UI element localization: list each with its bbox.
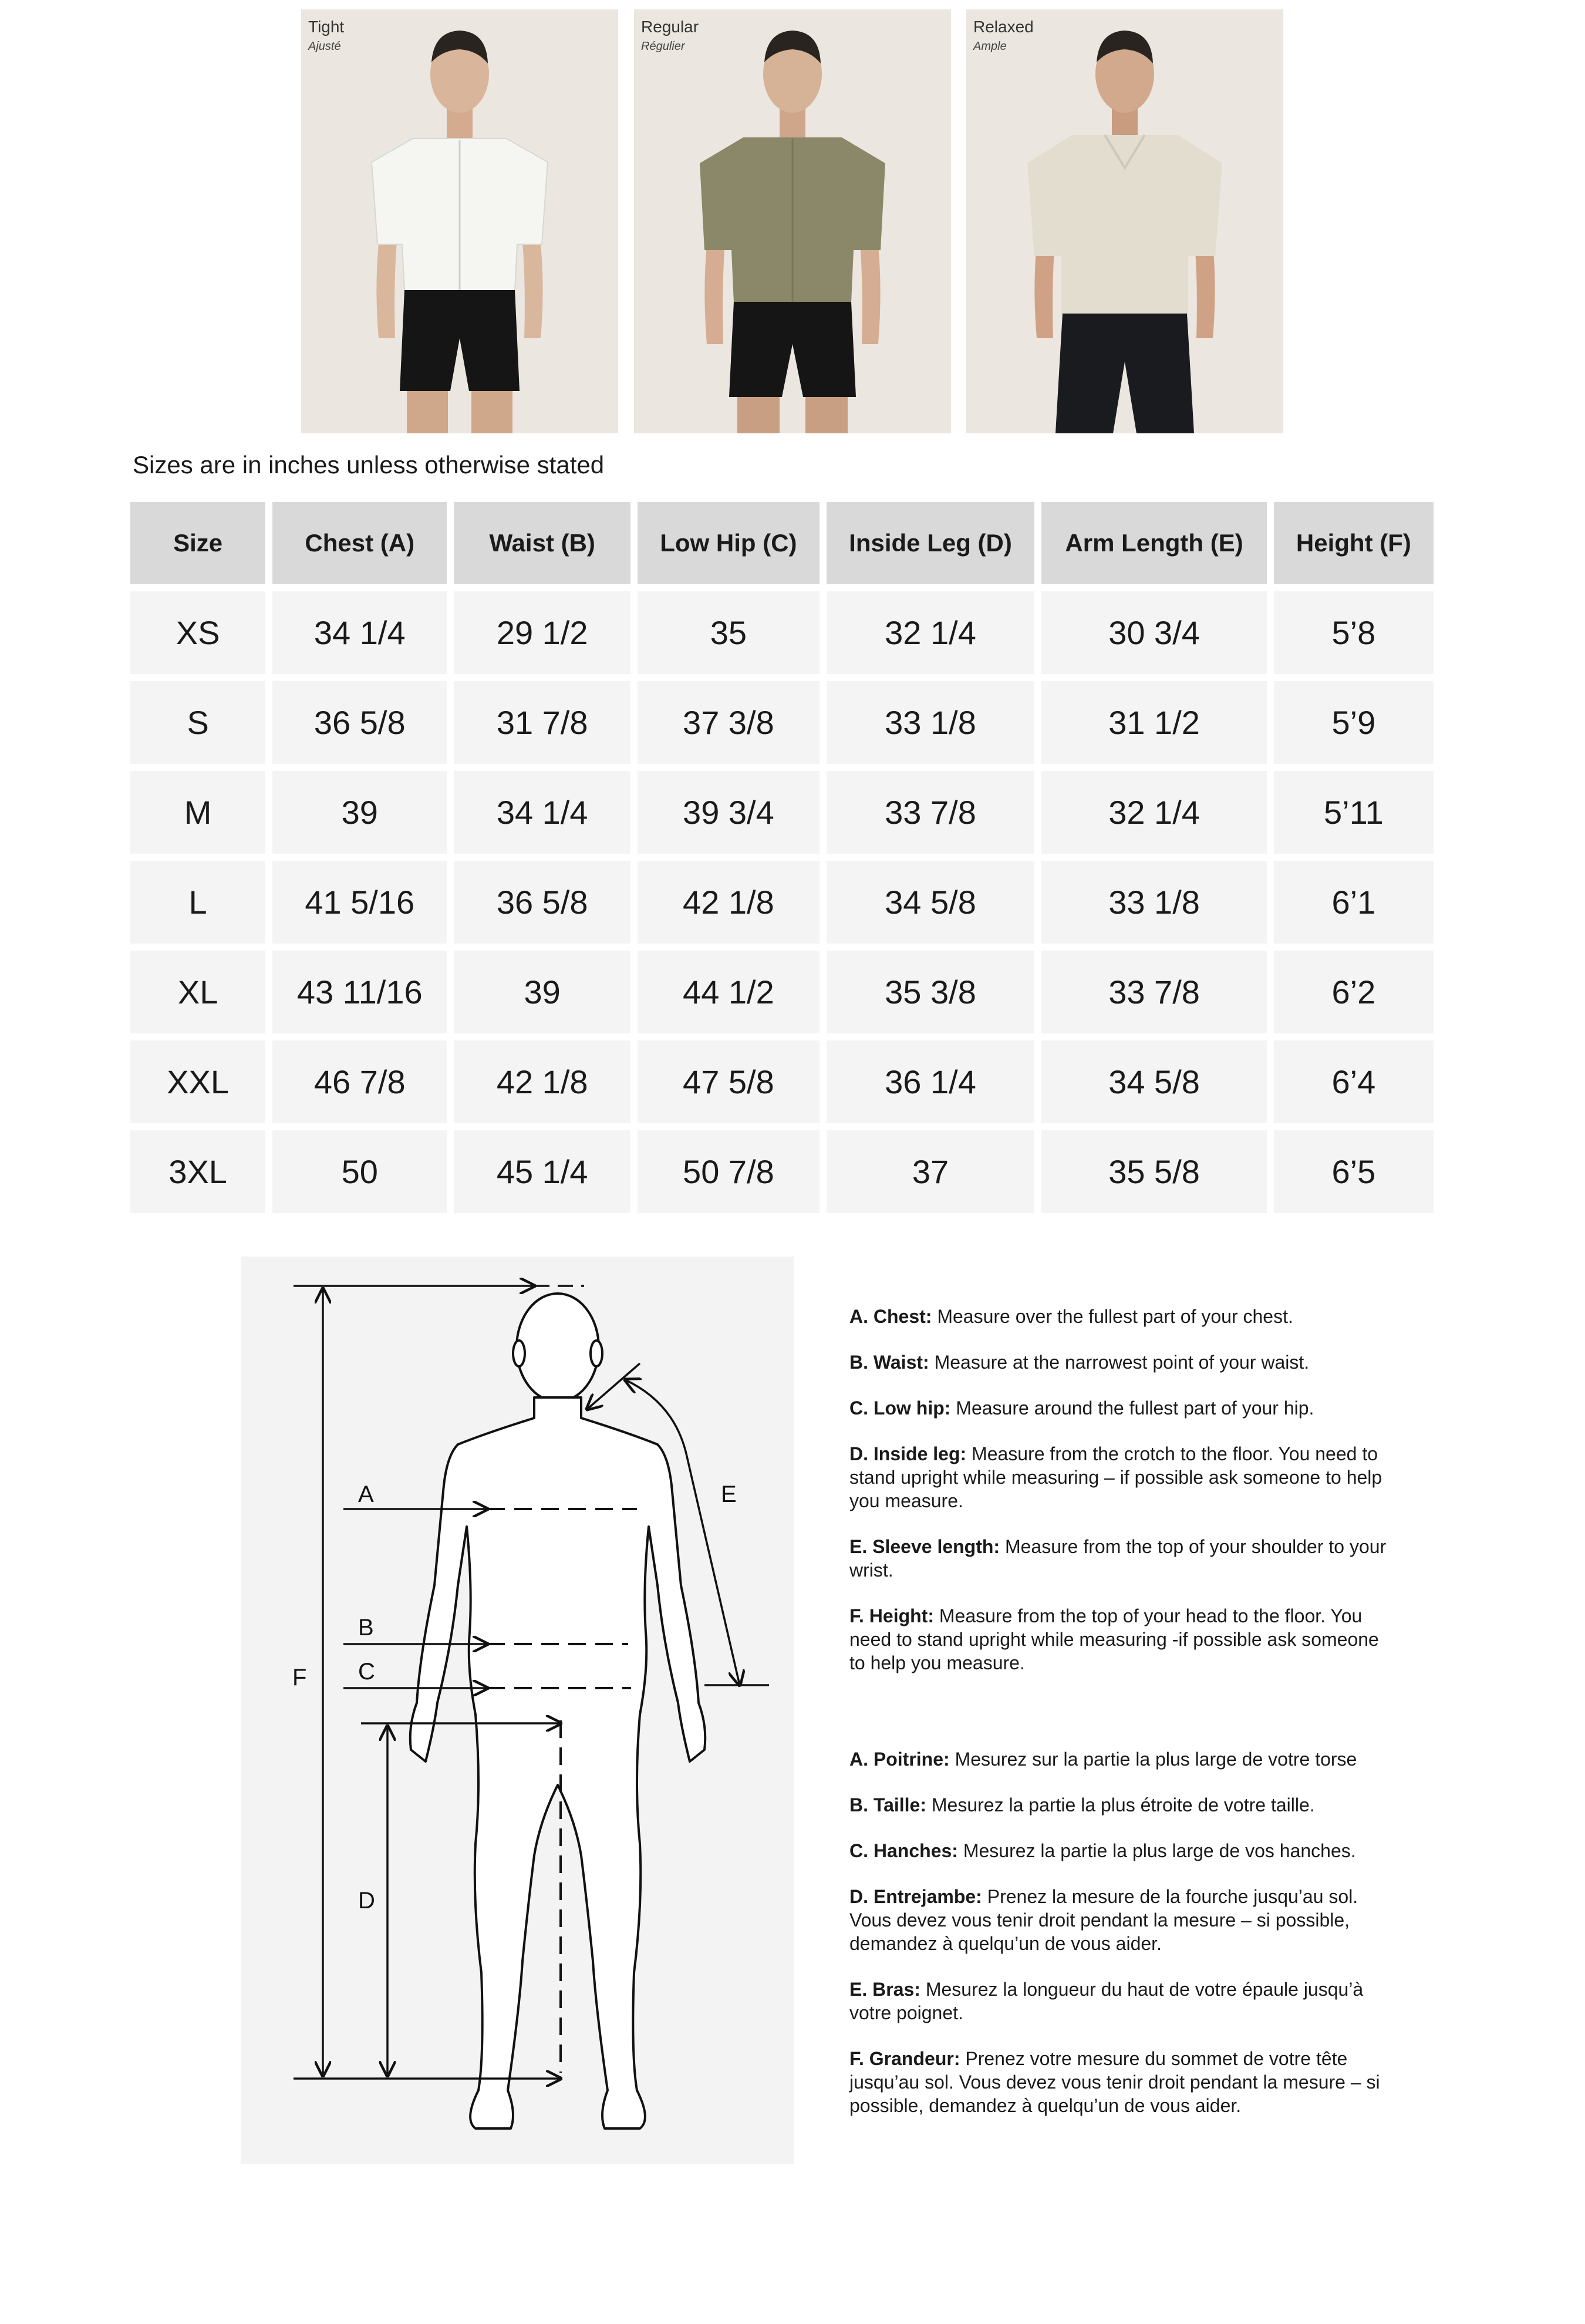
diagram-label-a: A [358, 1481, 374, 1507]
fit-label-fr: Ajusté [308, 40, 341, 53]
arm-length-cell: 31 1/2 [1041, 681, 1267, 764]
arm-length-cell: 33 7/8 [1041, 951, 1267, 1033]
waist-cell: 34 1/4 [454, 771, 630, 854]
inside-leg-cell: 33 1/8 [827, 681, 1035, 764]
height-cell: 5’9 [1274, 681, 1434, 764]
instruction-chest: A. Chest: Measure over the fullest part of your chest. [849, 1306, 1293, 1327]
chest-cell: 41 5/16 [272, 861, 447, 944]
inside-leg-cell: 37 [827, 1130, 1035, 1213]
height-cell: 6’5 [1274, 1130, 1434, 1213]
instruction-hanches: C. Hanches: Mesurez la partie la plus large de vos hanches. [849, 1840, 1356, 1861]
fit-photo-tight [301, 9, 618, 433]
instruction-bras: E. Bras: Mesurez la longueur du haut de votre épaule jusqu’à votre poignet. [849, 1979, 1364, 2023]
table-row [130, 1130, 1434, 1213]
instruction-inside-leg: D. Inside leg: Measure from the crotch to the floor. You need to stand upright while measuring – if possible ask someone to help you measure. [849, 1443, 1382, 1511]
chest-cell: 34 1/4 [272, 591, 447, 674]
waist-cell: 45 1/4 [454, 1130, 630, 1213]
units-caption: Sizes are in inches unless otherwise stated [133, 451, 605, 479]
measurement-diagram [241, 1257, 794, 2164]
chest-cell: 46 7/8 [272, 1040, 447, 1123]
inside-leg-cell: 35 3/8 [827, 951, 1035, 1033]
size-chart-table [123, 495, 1441, 1220]
table-header-row [130, 502, 1434, 584]
low-hip-cell: 50 7/8 [638, 1130, 820, 1213]
table-row [130, 1040, 1434, 1123]
size-cell: M [130, 771, 265, 854]
instruction-poitrine: A. Poitrine: Mesurez sur la partie la plus large de votre torse [849, 1749, 1357, 1770]
waist-cell: 36 5/8 [454, 861, 630, 944]
height-cell: 6’2 [1274, 951, 1434, 1033]
waist-cell: 31 7/8 [454, 681, 630, 764]
instruction-taille: B. Taille: Mesurez la partie la plus étroite de votre taille. [849, 1794, 1315, 1816]
inside-leg-cell: 34 5/8 [827, 861, 1035, 944]
height-cell: 6’1 [1274, 861, 1434, 944]
fit-photo-regular [634, 9, 951, 433]
column-header-waist: Waist (B) [454, 502, 630, 584]
fit-label-en: Regular [641, 18, 699, 36]
fit-photo-relaxed [966, 9, 1283, 433]
diagram-label-e: E [721, 1481, 737, 1507]
diagram-label-b: B [358, 1615, 374, 1641]
low-hip-cell: 39 3/4 [638, 771, 820, 854]
low-hip-cell: 42 1/8 [638, 861, 820, 944]
height-cell: 5’8 [1274, 591, 1434, 674]
table-row [130, 591, 1434, 674]
column-header-chest: Chest (A) [272, 502, 447, 584]
column-header-size: Size [130, 502, 265, 584]
instruction-sleeve-length: E. Sleeve length: Measure from the top of your shoulder to your wrist. [849, 1536, 1387, 1581]
instruction-waist: B. Waist: Measure at the narrowest point of your waist. [849, 1352, 1310, 1373]
arm-length-cell: 35 5/8 [1041, 1130, 1267, 1213]
inside-leg-cell: 33 7/8 [827, 771, 1035, 854]
measurement-instructions-en [849, 1305, 1390, 1697]
size-cell: 3XL [130, 1130, 265, 1213]
table-row [130, 771, 1434, 854]
waist-cell: 42 1/8 [454, 1040, 630, 1123]
arm-length-cell: 34 5/8 [1041, 1040, 1267, 1123]
low-hip-cell: 37 3/8 [638, 681, 820, 764]
column-header-arm-length: Arm Length (E) [1041, 502, 1267, 584]
arm-length-cell: 32 1/4 [1041, 771, 1267, 854]
chest-cell: 39 [272, 771, 447, 854]
inside-leg-cell: 32 1/4 [827, 591, 1035, 674]
height-cell: 5’11 [1274, 771, 1434, 854]
body-outline-figure [241, 1257, 794, 2164]
low-hip-cell: 35 [638, 591, 820, 674]
measurement-instructions-fr [849, 1747, 1390, 2140]
instruction-height: F. Height: Measure from the top of your head to the floor. You need to stand upright while measuring -if possible ask someone to help you measure. [849, 1605, 1379, 1673]
column-header-height: Height (F) [1274, 502, 1434, 584]
low-hip-cell: 44 1/2 [638, 951, 820, 1033]
chest-cell: 43 11/16 [272, 951, 447, 1033]
diagram-label-d: D [358, 1888, 375, 1914]
chest-cell: 50 [272, 1130, 447, 1213]
size-cell: XS [130, 591, 265, 674]
fit-label-fr: Ample [973, 40, 1007, 53]
instruction-entrejambe: D. Entrejambe: Prenez la mesure de la fourche jusqu’au sol. Vous devez vous tenir droit pendant la mesure – si possible, demandez à quelqu’un de vous aider. [849, 1886, 1358, 1954]
arm-length-cell: 30 3/4 [1041, 591, 1267, 674]
fit-label-en: Tight [308, 18, 345, 36]
low-hip-cell: 47 5/8 [638, 1040, 820, 1123]
height-cell: 6’4 [1274, 1040, 1434, 1123]
diagram-label-c: C [358, 1659, 375, 1685]
column-header-low-hip: Low Hip (C) [638, 502, 820, 584]
size-cell: XL [130, 951, 265, 1033]
fit-label-fr: Régulier [641, 40, 685, 53]
inside-leg-cell: 36 1/4 [827, 1040, 1035, 1123]
table-row [130, 951, 1434, 1033]
size-cell: L [130, 861, 265, 944]
model-relaxed-illustration [966, 9, 1283, 433]
table-row [130, 681, 1434, 764]
column-header-inside-leg: Inside Leg (D) [827, 502, 1035, 584]
model-regular-illustration [634, 9, 951, 433]
instruction-low-hip: C. Low hip: Measure around the fullest part of your hip. [849, 1397, 1314, 1419]
size-cell: S [130, 681, 265, 764]
instruction-grandeur: F. Grandeur: Prenez votre mesure du sommet de votre tête jusqu’au sol. Vous devez vous tenir droit pendant la mesure – si possible, demandez à quelqu’un de vous aider. [849, 2048, 1380, 2116]
chest-cell: 36 5/8 [272, 681, 447, 764]
arm-length-cell: 33 1/8 [1041, 861, 1267, 944]
diagram-label-f: F [292, 1665, 307, 1690]
waist-cell: 29 1/2 [454, 591, 630, 674]
size-cell: XXL [130, 1040, 265, 1123]
table-row [130, 861, 1434, 944]
fit-label-en: Relaxed [973, 18, 1034, 36]
waist-cell: 39 [454, 951, 630, 1033]
model-tight-illustration [301, 9, 618, 433]
